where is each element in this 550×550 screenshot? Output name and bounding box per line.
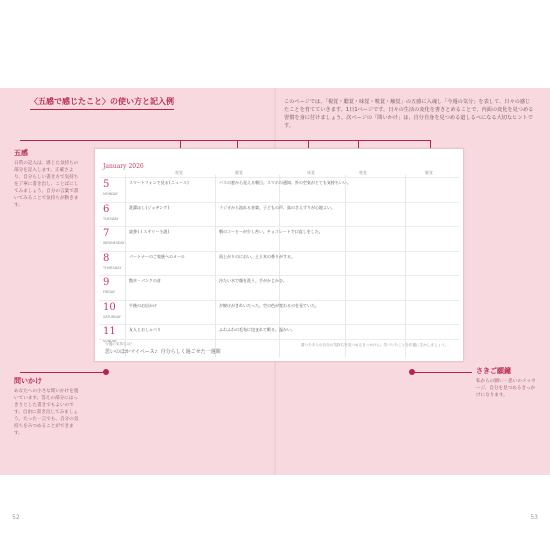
day-note: 冷たい水で顔を洗う。手がかじかむ。	[219, 278, 287, 283]
day-name: MONDAY	[103, 192, 118, 196]
intro-text: このページでは、「視覚・聴覚・味覚・嗅覚・触覚」の五感に入魂し「今週の気分」を表して、日々の感じたことを育てていきます。1日1ページです。日々の生活の変化を書きとめることで、内面の変化を見つめる習慣を身に付けましょう。次ページの「問いかけ」は、自分自身を見つめる道しるべになる大切なヒントです。	[284, 99, 534, 129]
row-divider	[99, 300, 459, 301]
day-memo: 午後のお出かけ	[129, 302, 157, 308]
question-label: 問いかけ	[14, 377, 42, 385]
question-connector	[20, 372, 105, 373]
row-divider	[99, 226, 459, 227]
question-annotation	[14, 378, 80, 437]
day-number: 10	[103, 301, 116, 313]
footer-note: 書いたあとの自分の気持ちを見つめるきっかけに。気づいたことを次週に生かしましょう。	[301, 343, 449, 347]
col-head-hearing: 聴覚	[235, 170, 243, 175]
day-number: 8	[103, 252, 110, 264]
pin-question	[103, 369, 109, 375]
pin-goal	[409, 369, 415, 375]
day-memo: 読書(ミステリー小説)	[129, 229, 170, 234]
day-number: 11	[103, 326, 116, 337]
col-head-touch: 触覚	[425, 170, 433, 175]
page-number-left: 52	[12, 514, 20, 521]
day-name: SUNDAY	[103, 339, 117, 343]
col-head-smell: 嗅覚	[359, 170, 367, 175]
page-number-right: 53	[530, 514, 538, 521]
day-name: TUESDAY	[103, 216, 119, 221]
day-name: FRIDAY	[103, 290, 115, 294]
day-note: 雨上がりのにおい。土と木の香りがする。	[219, 253, 295, 259]
goal-connector	[412, 372, 472, 373]
row-divider	[99, 275, 459, 276]
row-divider	[99, 324, 459, 325]
day-note: 夕焼けがきれいだった。空の色が変わるのを見ていた。	[219, 302, 319, 308]
goal-label: さきご願鐘	[476, 367, 511, 375]
goal-annotation	[476, 368, 538, 399]
day-memo: 洗濯ほし(ジョギング)	[129, 204, 170, 210]
day-number: 5	[103, 179, 110, 190]
day-note: ラジオから流れる音楽。子どもの声、鳥のさえずりが心地よい。	[219, 204, 335, 210]
senses-annotation	[14, 150, 80, 209]
col-head-taste: 味覚	[307, 170, 315, 175]
row-divider	[99, 251, 459, 252]
day-note: バスの窓から見える朝日。スマホの通知、外の空気がとても気持ちいい。	[219, 180, 351, 185]
day-name: THURSDAY	[103, 265, 122, 270]
day-note: ふわふわの毛布に包まれて眠る。温かい。	[219, 327, 295, 332]
diary-spread	[94, 148, 464, 362]
day-note: 朝のコーヒーが少し苦い。チョコレートで口直しをした。	[219, 229, 323, 234]
day-number: 6	[103, 203, 110, 215]
senses-label: 五感	[14, 149, 28, 157]
question-text: あなたへの小さな問いかけを置いています。答えの部分にはっきりとした書きでもよいのです。自由に書き出してみましょう。たった一言でも、自分の気持ちをみつめることができます。	[14, 389, 79, 436]
day-memo: パートナーのご家族へのメール	[129, 253, 185, 259]
day-memo: スマートフォンで見る(ニュース)	[129, 180, 190, 185]
day-name: SATURDAY	[103, 314, 121, 319]
day-number: 7	[103, 228, 110, 239]
goal-text: 私からの願い・思いのメッセージ、自分を見つめるきっかけになります。	[476, 379, 536, 398]
month-title: January 2026	[103, 163, 144, 170]
section-title: 〈五感で感じたこと〉の使い方と記入例	[30, 96, 174, 110]
day-number: 9	[103, 277, 110, 288]
senses-text: 日常の記入は、感じた気持ちの部分を記入します。正確さより、自分らしい書き方で気持ちを丁寧に書き出し、ことばにしてみましょう。自分の言葉で書いてみることで気持ちが動きます。	[14, 161, 79, 208]
top-connector	[180, 140, 430, 141]
senses-connector	[20, 140, 180, 141]
row-divider	[99, 177, 459, 178]
day-memo: 散歩・パンクの音	[129, 278, 161, 283]
footer-question: 今週の気持ちは？	[105, 342, 134, 346]
day-name: WEDNESDAY	[103, 241, 125, 245]
footer-answer: 思いのほかマイペース♪ 自分らしく過ごせた一週間	[105, 349, 221, 355]
row-divider	[99, 202, 459, 203]
col-head-sight: 視覚	[175, 170, 183, 175]
day-memo: 友人とおしゃべり	[129, 327, 161, 332]
weekly-footer	[99, 339, 459, 357]
